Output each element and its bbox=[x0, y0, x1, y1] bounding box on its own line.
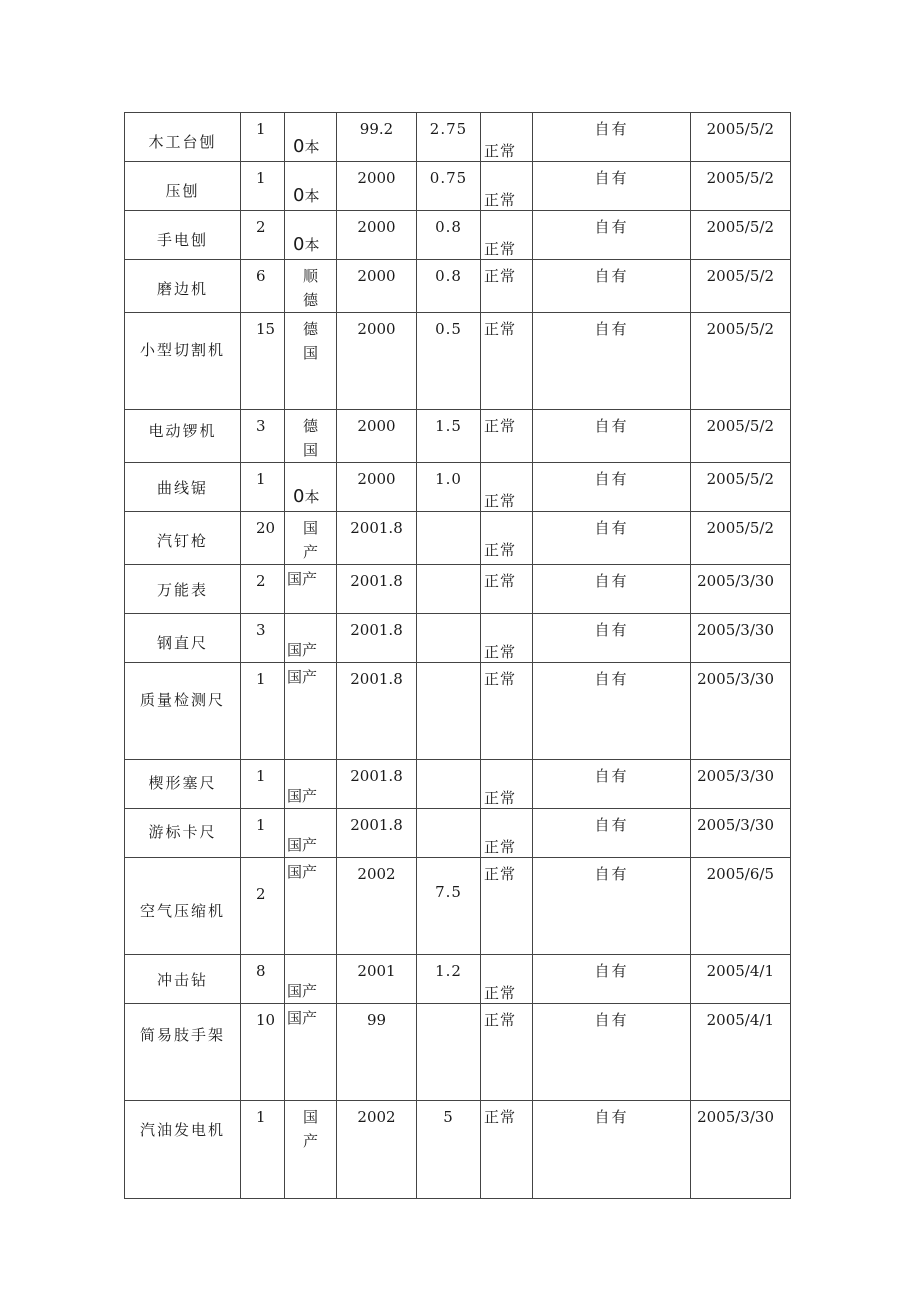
origin-cell: 国产 bbox=[285, 809, 337, 858]
table-row bbox=[125, 663, 791, 760]
power-cell bbox=[417, 1004, 481, 1101]
year-cell: 2001.8 bbox=[337, 614, 417, 663]
power-cell: 7.5 bbox=[417, 858, 481, 955]
power-cell bbox=[417, 565, 481, 614]
table-row bbox=[125, 113, 791, 162]
ownership-cell: 自有 bbox=[533, 614, 691, 663]
ownership-cell: 自有 bbox=[533, 955, 691, 1004]
status-cell: 正常 bbox=[481, 463, 533, 512]
table-row bbox=[125, 260, 791, 313]
table-row bbox=[125, 858, 791, 955]
quantity-cell: 2 bbox=[241, 211, 285, 260]
status-cell: 正常 bbox=[481, 313, 533, 410]
quantity-cell: 3 bbox=[241, 410, 285, 463]
quantity-cell: 1 bbox=[241, 809, 285, 858]
origin-cell: 国产 bbox=[285, 614, 337, 663]
table-row bbox=[125, 614, 791, 663]
table-row bbox=[125, 809, 791, 858]
ownership-cell: 自有 bbox=[533, 113, 691, 162]
quantity-cell: 1 bbox=[241, 162, 285, 211]
date-cell: 2005/5/2 bbox=[691, 113, 791, 162]
power-cell: 1.0 bbox=[417, 463, 481, 512]
year-cell: 2000 bbox=[337, 463, 417, 512]
date-cell: 2005/5/2 bbox=[691, 313, 791, 410]
ownership-cell: 自有 bbox=[533, 1101, 691, 1199]
origin-cell: 德国 bbox=[285, 313, 337, 410]
status-cell: 正常 bbox=[481, 410, 533, 463]
equipment-name-cell: 质量检测尺 bbox=[125, 663, 241, 760]
ownership-cell: 自有 bbox=[533, 463, 691, 512]
table-row bbox=[125, 313, 791, 410]
date-cell: 2005/5/2 bbox=[691, 162, 791, 211]
date-cell: 2005/3/30 bbox=[691, 1101, 791, 1199]
ownership-cell: 自有 bbox=[533, 211, 691, 260]
ownership-cell: 自有 bbox=[533, 260, 691, 313]
origin-cell: 国产 bbox=[285, 858, 337, 955]
table-row bbox=[125, 410, 791, 463]
power-cell: 0.8 bbox=[417, 260, 481, 313]
power-cell bbox=[417, 809, 481, 858]
quantity-cell: 8 bbox=[241, 955, 285, 1004]
quantity-cell: 1 bbox=[241, 760, 285, 809]
date-cell: 2005/3/30 bbox=[691, 760, 791, 809]
equipment-name-cell: 压刨 bbox=[125, 162, 241, 211]
ownership-cell: 自有 bbox=[533, 1004, 691, 1101]
table-row bbox=[125, 565, 791, 614]
status-cell: 正常 bbox=[481, 260, 533, 313]
status-cell: 正常 bbox=[481, 1101, 533, 1199]
origin-cell: 顺德 bbox=[285, 260, 337, 313]
equipment-name-cell: 电动锣机 bbox=[125, 410, 241, 463]
status-cell: 正常 bbox=[481, 809, 533, 858]
ownership-cell: 自有 bbox=[533, 858, 691, 955]
origin-cell: 国产 bbox=[285, 565, 337, 614]
date-cell: 2005/5/2 bbox=[691, 260, 791, 313]
year-cell: 2000 bbox=[337, 211, 417, 260]
quantity-cell: 2 bbox=[241, 858, 285, 955]
year-cell: 2002 bbox=[337, 1101, 417, 1199]
equipment-name-cell: 小型切割机 bbox=[125, 313, 241, 410]
origin-cell: 国产 bbox=[285, 760, 337, 809]
year-cell: 2001.8 bbox=[337, 760, 417, 809]
origin-cell: 国产 bbox=[285, 955, 337, 1004]
power-cell: 1.2 bbox=[417, 955, 481, 1004]
status-cell: 正常 bbox=[481, 858, 533, 955]
power-cell bbox=[417, 614, 481, 663]
power-cell: 1.5 bbox=[417, 410, 481, 463]
equipment-name-cell: 汽钉枪 bbox=[125, 512, 241, 565]
year-cell: 2001.8 bbox=[337, 565, 417, 614]
year-cell: 2001.8 bbox=[337, 512, 417, 565]
origin-cell: 德国 bbox=[285, 410, 337, 463]
ownership-cell: 自有 bbox=[533, 313, 691, 410]
date-cell: 2005/5/2 bbox=[691, 463, 791, 512]
date-cell: 2005/3/30 bbox=[691, 614, 791, 663]
origin-cell: 国产 bbox=[285, 663, 337, 760]
date-cell: 2005/3/30 bbox=[691, 663, 791, 760]
equipment-name-cell: 磨边机 bbox=[125, 260, 241, 313]
ownership-cell: 自有 bbox=[533, 565, 691, 614]
equipment-name-cell: 空气压缩机 bbox=[125, 858, 241, 955]
origin-cell: 国产 bbox=[285, 1101, 337, 1199]
year-cell: 2001 bbox=[337, 955, 417, 1004]
status-cell: 正常 bbox=[481, 760, 533, 809]
status-cell: 正常 bbox=[481, 955, 533, 1004]
status-cell: 正常 bbox=[481, 211, 533, 260]
power-cell: 0.8 bbox=[417, 211, 481, 260]
date-cell: 2005/5/2 bbox=[691, 512, 791, 565]
power-cell bbox=[417, 760, 481, 809]
status-cell: 正常 bbox=[481, 565, 533, 614]
year-cell: 2000 bbox=[337, 313, 417, 410]
power-cell bbox=[417, 663, 481, 760]
quantity-cell: 10 bbox=[241, 1004, 285, 1101]
quantity-cell: 1 bbox=[241, 1101, 285, 1199]
equipment-table bbox=[124, 112, 791, 1199]
date-cell: 2005/4/1 bbox=[691, 955, 791, 1004]
table-row bbox=[125, 211, 791, 260]
quantity-cell: 6 bbox=[241, 260, 285, 313]
year-cell: 2002 bbox=[337, 858, 417, 955]
date-cell: 2005/3/30 bbox=[691, 565, 791, 614]
equipment-name-cell: 木工台刨 bbox=[125, 113, 241, 162]
equipment-name-cell: 汽油发电机 bbox=[125, 1101, 241, 1199]
quantity-cell: 20 bbox=[241, 512, 285, 565]
year-cell: 2000 bbox=[337, 162, 417, 211]
date-cell: 2005/4/1 bbox=[691, 1004, 791, 1101]
year-cell: 2000 bbox=[337, 260, 417, 313]
equipment-name-cell: 钢直尺 bbox=[125, 614, 241, 663]
status-cell: 正常 bbox=[481, 1004, 533, 1101]
date-cell: 2005/3/30 bbox=[691, 809, 791, 858]
origin-cell: 国产 bbox=[285, 512, 337, 565]
table-row bbox=[125, 1004, 791, 1101]
quantity-cell: 1 bbox=[241, 113, 285, 162]
date-cell: 2005/5/2 bbox=[691, 211, 791, 260]
equipment-name-cell: 游标卡尺 bbox=[125, 809, 241, 858]
equipment-name-cell: 楔形塞尺 bbox=[125, 760, 241, 809]
equipment-name-cell: 曲线锯 bbox=[125, 463, 241, 512]
table-row bbox=[125, 955, 791, 1004]
ownership-cell: 自有 bbox=[533, 162, 691, 211]
table-row bbox=[125, 162, 791, 211]
equipment-name-cell: 简易肢手架 bbox=[125, 1004, 241, 1101]
quantity-cell: 15 bbox=[241, 313, 285, 410]
table-row bbox=[125, 463, 791, 512]
table-row bbox=[125, 512, 791, 565]
table-row bbox=[125, 1101, 791, 1199]
power-cell bbox=[417, 512, 481, 565]
status-cell: 正常 bbox=[481, 162, 533, 211]
origin-cell: 0本 bbox=[285, 162, 337, 211]
origin-cell: 0本 bbox=[285, 463, 337, 512]
ownership-cell: 自有 bbox=[533, 760, 691, 809]
status-cell: 正常 bbox=[481, 113, 533, 162]
table-row bbox=[125, 760, 791, 809]
status-cell: 正常 bbox=[481, 663, 533, 760]
status-cell: 正常 bbox=[481, 614, 533, 663]
power-cell: 0.75 bbox=[417, 162, 481, 211]
quantity-cell: 3 bbox=[241, 614, 285, 663]
ownership-cell: 自有 bbox=[533, 809, 691, 858]
quantity-cell: 1 bbox=[241, 663, 285, 760]
quantity-cell: 1 bbox=[241, 463, 285, 512]
year-cell: 2001.8 bbox=[337, 663, 417, 760]
year-cell: 2001.8 bbox=[337, 809, 417, 858]
power-cell: 2.75 bbox=[417, 113, 481, 162]
ownership-cell: 自有 bbox=[533, 512, 691, 565]
origin-cell: 国产 bbox=[285, 1004, 337, 1101]
date-cell: 2005/6/5 bbox=[691, 858, 791, 955]
ownership-cell: 自有 bbox=[533, 663, 691, 760]
origin-cell: 0本 bbox=[285, 113, 337, 162]
origin-cell: 0本 bbox=[285, 211, 337, 260]
year-cell: 2000 bbox=[337, 410, 417, 463]
equipment-name-cell: 冲击钻 bbox=[125, 955, 241, 1004]
equipment-name-cell: 手电刨 bbox=[125, 211, 241, 260]
power-cell: 0.5 bbox=[417, 313, 481, 410]
year-cell: 99.2 bbox=[337, 113, 417, 162]
equipment-name-cell: 万能表 bbox=[125, 565, 241, 614]
ownership-cell: 自有 bbox=[533, 410, 691, 463]
status-cell: 正常 bbox=[481, 512, 533, 565]
year-cell: 99 bbox=[337, 1004, 417, 1101]
date-cell: 2005/5/2 bbox=[691, 410, 791, 463]
power-cell: 5 bbox=[417, 1101, 481, 1199]
quantity-cell: 2 bbox=[241, 565, 285, 614]
